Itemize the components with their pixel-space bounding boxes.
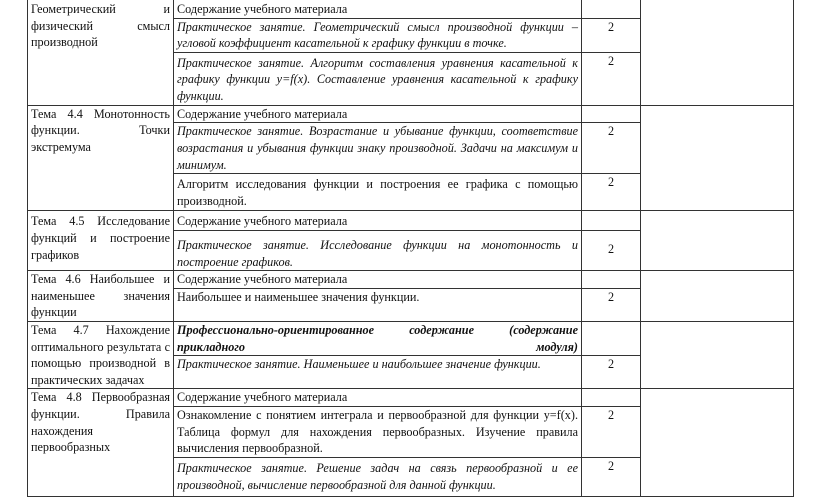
table-row <box>28 389 794 407</box>
notes-cell <box>641 0 794 105</box>
lesson-text: Практическое занятие. Геометрический смысл производной функции – угловой коэффициент касательной к графику функции в точке. <box>174 18 582 52</box>
lesson-text: Ознакомление с понятием интеграла и первообразной для функции y=f(x). Таблица формул для нахождения первообразных. Изучение правила вычисления первообразной. <box>174 406 582 457</box>
section-header: Содержание учебного материала <box>174 105 582 123</box>
notes-cell <box>641 211 794 271</box>
topic-cell: Тема 4.4 Монотонность функции. Точки экстремума <box>28 105 174 211</box>
hours-cell <box>582 211 641 231</box>
section-header: Содержание учебного материала <box>174 389 582 407</box>
lesson-text: Наибольшее и наименьшее значения функции. <box>174 288 582 321</box>
section-header: Содержание учебного материала <box>174 271 582 289</box>
table-row <box>28 271 794 289</box>
lesson-text: Практическое занятие. Решение задач на связь первообразной и ее производной, вычисление первообразной для данной функции. <box>174 457 582 496</box>
hours-cell: 2 <box>582 18 641 52</box>
topic-cell: Геометрический и физический смысл производной <box>28 0 174 105</box>
section-header: Профессионально-ориентированное содержание (содержание прикладного модуля) <box>174 321 582 355</box>
topic-cell: Тема 4.5 Исследование функций и построение графиков <box>28 211 174 271</box>
section-header: Содержание учебного материала <box>174 211 582 231</box>
hours-cell: 2 <box>582 174 641 211</box>
hours-cell: 2 <box>582 123 641 174</box>
curriculum-table <box>27 0 794 497</box>
hours-cell <box>582 321 641 355</box>
table-row <box>28 0 794 18</box>
hours-cell <box>582 0 641 18</box>
hours-cell: 2 <box>582 356 641 389</box>
table-row <box>28 211 794 231</box>
hours-cell <box>582 389 641 407</box>
hours-cell: 2 <box>582 457 641 496</box>
notes-cell <box>641 105 794 211</box>
hours-cell: 2 <box>582 288 641 321</box>
topic-cell: Тема 4.6 Наибольшее и наименьшее значения функции <box>28 271 174 322</box>
notes-cell <box>641 321 794 388</box>
section-header: Содержание учебного материала <box>174 0 582 18</box>
hours-cell <box>582 105 641 123</box>
topic-cell: Тема 4.8 Первообразная функции. Правила нахождения первообразных <box>28 389 174 497</box>
table-row <box>28 105 794 123</box>
hours-cell <box>582 271 641 289</box>
lesson-text: Практическое занятие. Алгоритм составления уравнения касательной к графику функции y=f(x). Составление уравнения касательной к графику функции. <box>174 52 582 105</box>
lesson-text: Практическое занятие. Возрастание и убывание функции, соответствие возрастания и убывания функции знаку производной. Задачи на максимум и минимум. <box>174 123 582 174</box>
hours-cell: 2 <box>582 52 641 105</box>
hours-cell: 2 <box>582 406 641 457</box>
lesson-text: Практическое занятие. Исследование функции на монотонность и построение графиков. <box>174 230 582 270</box>
topic-cell: Тема 4.7 Нахождение оптимального результата с помощью производной в практических задачах <box>28 321 174 388</box>
table-row <box>28 321 794 355</box>
hours-cell: 2 <box>582 230 641 270</box>
notes-cell <box>641 389 794 497</box>
lesson-text: Алгоритм исследования функции и построения ее графика с помощью производной. <box>174 174 582 211</box>
notes-cell <box>641 271 794 322</box>
lesson-text: Практическое занятие. Наименьшее и наибольшее значение функции. <box>174 356 582 389</box>
